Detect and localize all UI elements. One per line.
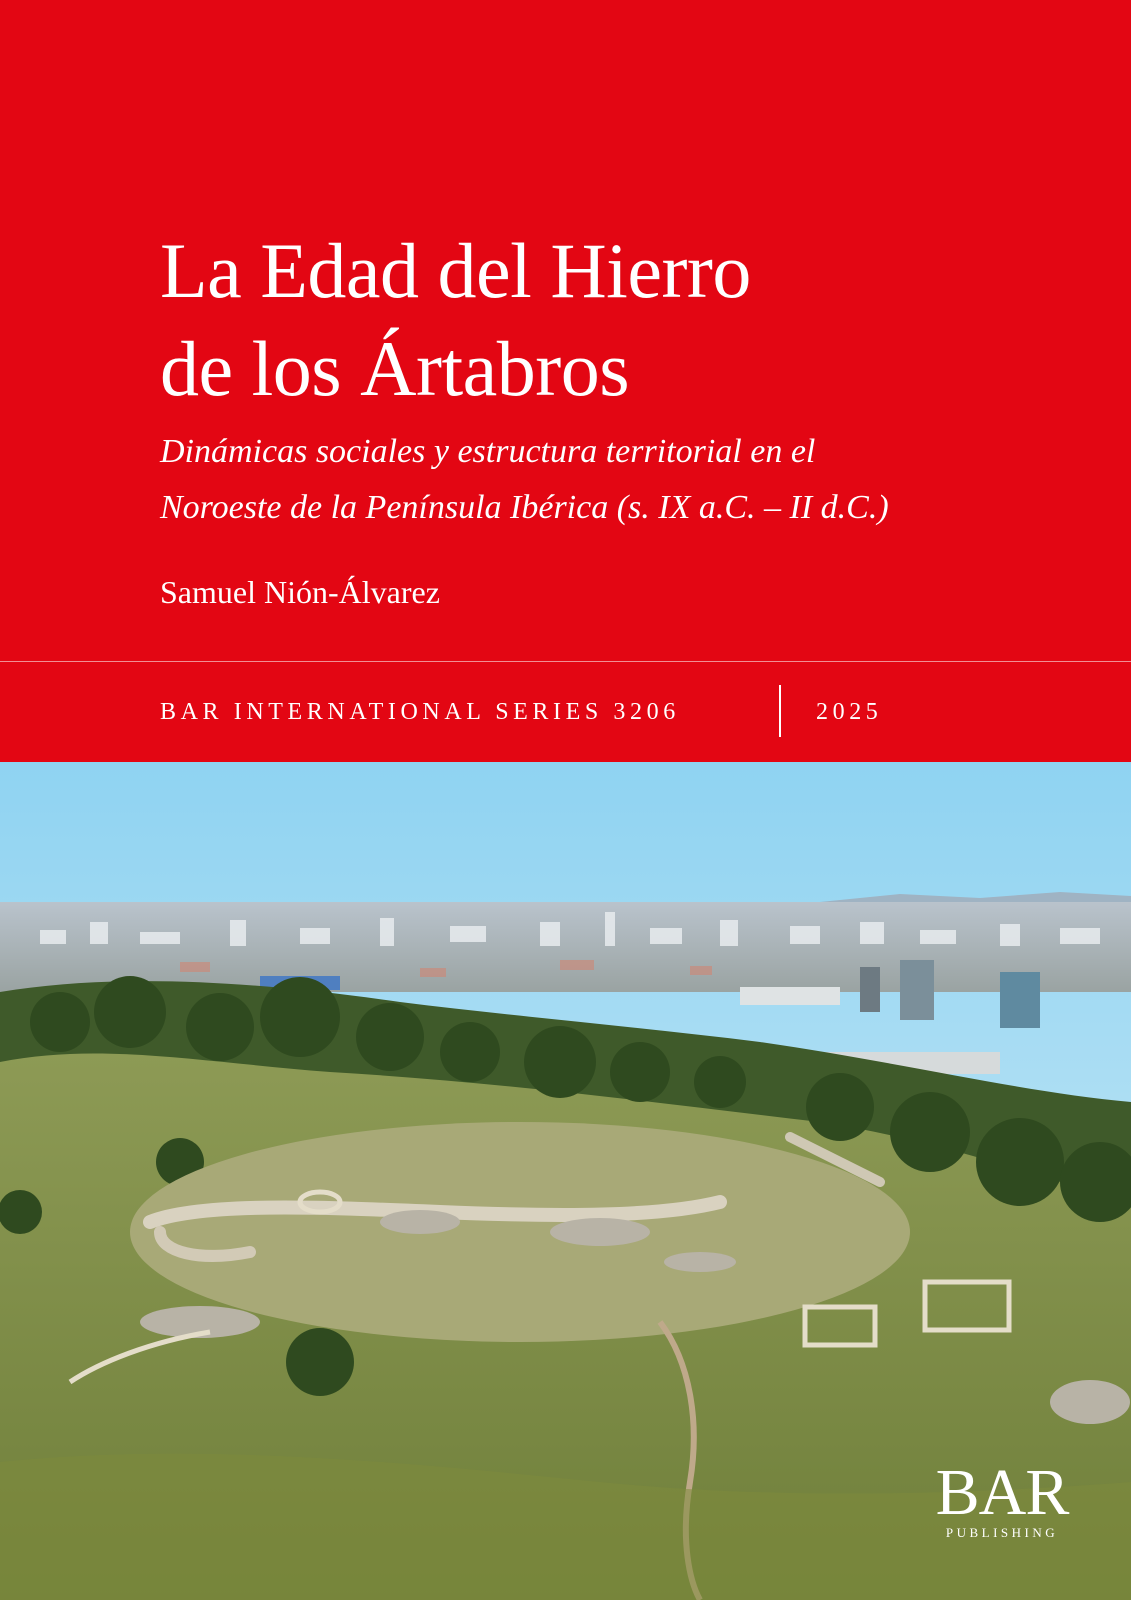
- tower-block-3: [860, 967, 880, 1012]
- cover-title-panel: [0, 0, 1131, 762]
- subtitle-line-2: Noroeste de la Península Ibérica (s. IX a.C. – II d.C.): [160, 489, 889, 526]
- hillfort-plateau: [130, 1122, 910, 1342]
- book-subtitle: [160, 424, 889, 536]
- bar-publishing-logo: [922, 1456, 1082, 1541]
- warehouse-1: [740, 987, 840, 1005]
- tower-block-1: [900, 960, 934, 1020]
- logo-sub-text: PUBLISHING: [945, 1525, 1059, 1540]
- series-label: BAR INTERNATIONAL SERIES 3206: [160, 699, 680, 725]
- title-line-1: La Edad del Hierro: [160, 227, 751, 314]
- tower-block-2: [1000, 972, 1040, 1028]
- subtitle-line-1: Dinámicas sociales y estructura territorial en el: [160, 433, 816, 470]
- divider-line: [0, 661, 1131, 662]
- book-title: [160, 222, 751, 418]
- distant-city: [0, 902, 1131, 992]
- title-line-2: de los Ártabros: [160, 325, 630, 412]
- publication-year: 2025: [816, 699, 883, 725]
- series-separator: [779, 685, 781, 737]
- author-name: Samuel Nión-Álvarez: [160, 574, 440, 610]
- logo-main-text: BAR: [935, 1456, 1069, 1529]
